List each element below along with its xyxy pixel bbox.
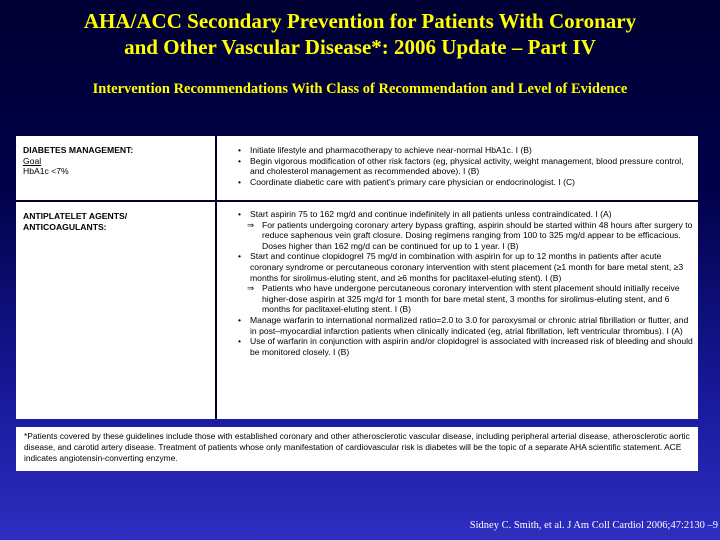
slide-title <box>0 8 720 60</box>
list-item: • Initiate lifestyle and pharmacotherapy to achieve near-normal HbA1c. I (B) <box>238 145 693 156</box>
antiplatelet-heading-line-2: ANTICOAGULANTS: <box>23 221 107 232</box>
footnote-box <box>16 427 698 471</box>
goal-label: Goal <box>23 155 42 166</box>
list-item: • Use of warfarin in conjunction with aspirin and/or clopidogrel is associated with increased risk of bleeding and should be monitored closely. I (B) <box>238 336 693 357</box>
table-row-antiplatelet <box>16 202 698 419</box>
slide-subtitle: Intervention Recommendations With Class of Recommendation and Level of Evidence <box>92 81 628 97</box>
list-item: • Coordinate diabetic care with patient's primary care physician or endocrinologist. I (C) <box>238 177 693 188</box>
list-item: • Start aspirin 75 to 162 mg/d and continue indefinitely in all patients unless contraindicated. I (A) <box>238 209 693 220</box>
diabetes-heading-cell <box>23 145 208 177</box>
citation: Sidney C. Smith, et al. J Am Coll Cardiol 2006;47:2130 –9 <box>469 520 718 531</box>
list-subitem: ⇒ For patients undergoing coronary artery bypass grafting, aspirin should be started within 48 hours after surgery to reduce saphenous vein graft closure. Dosing regimens ranging from 100 to 325 mg/d appear to be efficacious. Doses higher than 162 mg/d can be continued for up to 1 year. I (B) <box>238 220 693 252</box>
list-subitem: ⇒ Patients who have undergone percutaneous coronary intervention with stent placement should initially receive higher-dose aspirin at 325 mg/d for 1 month for bare metal stent, 3 months for sirolimus-eluting stent, and 6 months for paclitaxel-eluting stent. I (B) <box>238 283 693 315</box>
table-row-diabetes <box>16 136 698 202</box>
list-item: • Start and continue clopidogrel 75 mg/d in combination with aspirin for up to 12 months in patients after acute coronary syndrome or percutaneous coronary intervention with stent placement (≥1 month for bare metal stent, ≥3 months for sirolimus-eluting stent, and ≥6 months for paclitaxel-eluting stent). I (B) <box>238 251 693 283</box>
diabetes-recommendations <box>238 145 693 187</box>
antiplatelet-heading-line-1: ANTIPLATELET AGENTS/ <box>23 211 128 221</box>
list-item: • Manage warfarin to international normalized ratio=2.0 to 3.0 for paroxysmal or chronic atrial fibrillation or flutter, and in post–myocardial infarction patients when clinically indicated (eg, atrial fibrillation, left ventricular thrombus). I (A) <box>238 315 693 336</box>
recommendations-table <box>16 136 698 419</box>
title-line-1: AHA/ACC Secondary Prevention for Patients With Coronary <box>83 9 637 33</box>
footnote-text: *Patients covered by these guidelines include those with established coronary and other atherosclerotic vascular disease, including peripheral arterial disease, atherosclerotic aortic disease, and carotid artery disease. Treatment of patients whose only manifestation of cardiovascular risk is diabetes will be the topic of a separate AHA scientific statement. ACE indicates angiotensin-converting enzyme. <box>24 431 690 463</box>
antiplatelet-recommendations <box>238 209 693 357</box>
antiplatelet-heading-cell <box>23 211 208 232</box>
list-item: • Begin vigorous modification of other risk factors (eg, physical activity, weight management, blood pressure control, and cholesterol management as recommended above). I (B) <box>238 156 693 177</box>
goal-value: HbA1c <7% <box>23 166 69 177</box>
diabetes-heading: DIABETES MANAGEMENT: <box>23 145 134 155</box>
title-line-2: and Other Vascular Disease*: 2006 Update – Part IV <box>124 35 596 59</box>
